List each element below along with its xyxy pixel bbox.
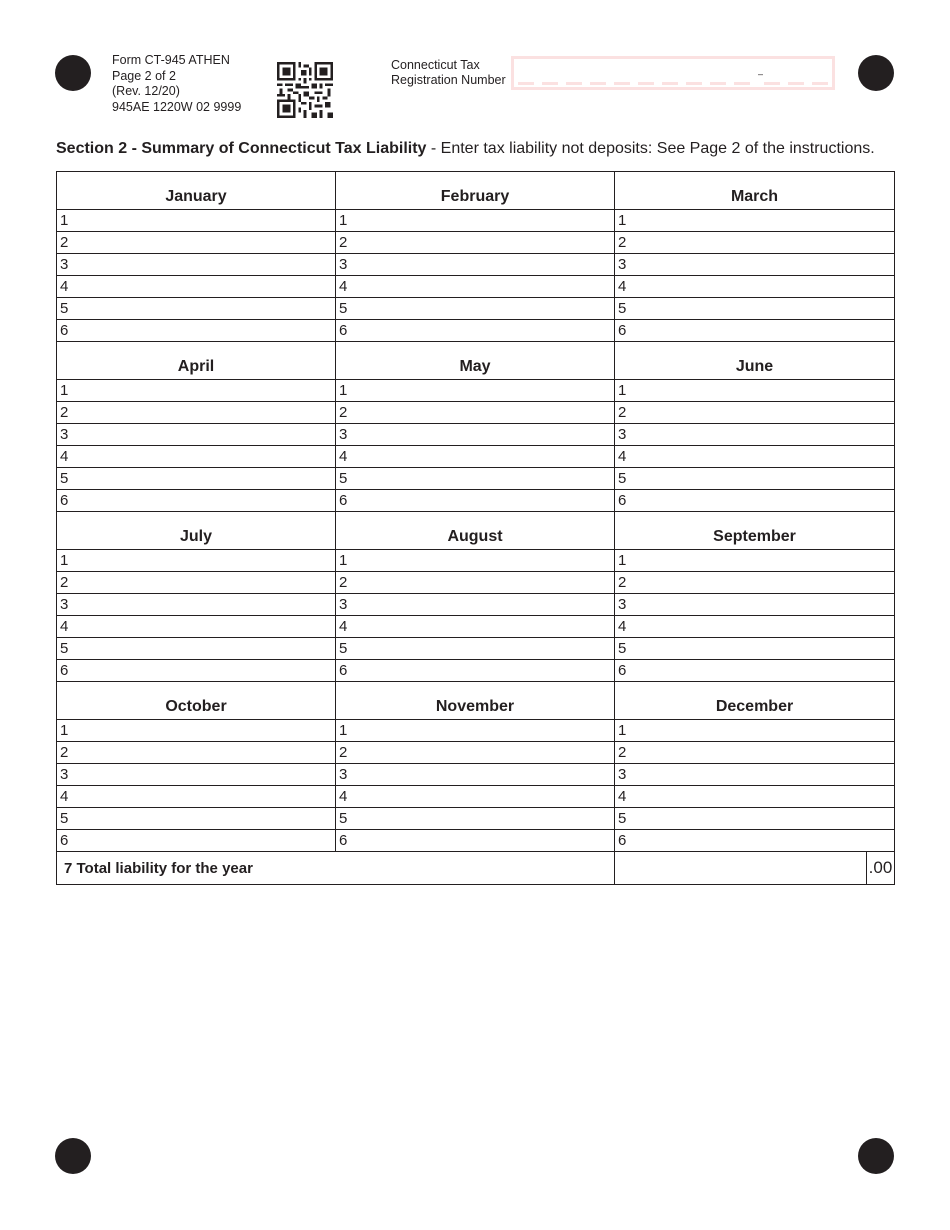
qr-code-icon bbox=[277, 62, 333, 118]
liability-line-row bbox=[57, 446, 895, 468]
liability-entry-field[interactable] bbox=[57, 786, 336, 808]
line-number: 3 bbox=[618, 596, 627, 613]
liability-line-row bbox=[57, 720, 895, 742]
line-number: 4 bbox=[339, 618, 348, 635]
month-header: December bbox=[615, 682, 895, 720]
line-number: 2 bbox=[60, 744, 69, 761]
line-number: 2 bbox=[618, 574, 627, 591]
liability-entry-field[interactable] bbox=[57, 210, 336, 232]
liability-entry-field[interactable] bbox=[57, 638, 336, 660]
section-instruction: - Enter tax liability not deposits: See Page 2 of the instructions. bbox=[426, 140, 875, 157]
registration-mark-bottom-left bbox=[55, 1138, 91, 1174]
registration-number-label: Connecticut Tax Registration Number bbox=[391, 58, 506, 87]
liability-entry-field[interactable] bbox=[57, 742, 336, 764]
liability-entry-field[interactable] bbox=[615, 490, 895, 512]
liability-line-row bbox=[57, 786, 895, 808]
month-header: November bbox=[336, 682, 615, 720]
liability-entry-field[interactable] bbox=[615, 786, 895, 808]
line-number: 4 bbox=[339, 788, 348, 805]
revision-date: (Rev. 12/20) bbox=[112, 84, 180, 98]
line-number: 1 bbox=[60, 382, 69, 399]
line-number: 5 bbox=[618, 300, 627, 317]
line-number: 6 bbox=[618, 832, 627, 849]
month-header: July bbox=[57, 512, 336, 550]
line-number: 6 bbox=[618, 492, 627, 509]
liability-entry-field[interactable] bbox=[336, 742, 615, 764]
liability-line-row bbox=[57, 210, 895, 232]
section-heading bbox=[56, 140, 875, 158]
line-number: 2 bbox=[618, 404, 627, 421]
liability-entry-field[interactable] bbox=[336, 764, 615, 786]
liability-entry-field[interactable] bbox=[336, 616, 615, 638]
liability-line-row bbox=[57, 402, 895, 424]
registration-mark-top-right bbox=[858, 55, 894, 91]
liability-entry-field[interactable] bbox=[615, 320, 895, 342]
liability-entry-field[interactable] bbox=[615, 468, 895, 490]
line-number: 1 bbox=[618, 382, 627, 399]
liability-entry-field[interactable] bbox=[57, 424, 336, 446]
line-number: 1 bbox=[339, 552, 348, 569]
line-number: 5 bbox=[618, 810, 627, 827]
liability-entry-field[interactable] bbox=[615, 276, 895, 298]
liability-entry-field[interactable] bbox=[57, 660, 336, 682]
liability-entry-field[interactable] bbox=[57, 446, 336, 468]
line-number: 3 bbox=[60, 256, 69, 273]
liability-line-row bbox=[57, 468, 895, 490]
liability-entry-field[interactable] bbox=[57, 616, 336, 638]
liability-entry-field[interactable] bbox=[615, 830, 895, 852]
total-liability-input[interactable] bbox=[615, 852, 895, 885]
liability-entry-field[interactable] bbox=[615, 298, 895, 320]
line-number: 6 bbox=[339, 662, 348, 679]
registration-mark-bottom-right bbox=[858, 1138, 894, 1174]
line-number: 5 bbox=[339, 300, 348, 317]
liability-entry-field[interactable] bbox=[57, 402, 336, 424]
line-number: 3 bbox=[339, 256, 348, 273]
liability-entry-field[interactable] bbox=[336, 830, 615, 852]
liability-line-row bbox=[57, 660, 895, 682]
liability-entry-field[interactable] bbox=[615, 742, 895, 764]
registration-separator: – bbox=[758, 69, 764, 79]
month-header: May bbox=[336, 342, 615, 380]
liability-entry-field[interactable] bbox=[336, 720, 615, 742]
liability-entry-field[interactable] bbox=[336, 638, 615, 660]
liability-line-row bbox=[57, 742, 895, 764]
line-number: 5 bbox=[339, 810, 348, 827]
line-number: 3 bbox=[618, 256, 627, 273]
liability-line-row bbox=[57, 764, 895, 786]
liability-entry-field[interactable] bbox=[336, 808, 615, 830]
liability-line-row bbox=[57, 320, 895, 342]
total-liability-label: 7 Total liability for the year bbox=[57, 852, 615, 885]
liability-line-row bbox=[57, 232, 895, 254]
liability-line-row bbox=[57, 594, 895, 616]
liability-entry-field[interactable] bbox=[57, 380, 336, 402]
liability-entry-field[interactable] bbox=[57, 720, 336, 742]
liability-entry-field[interactable] bbox=[57, 468, 336, 490]
liability-entry-field[interactable] bbox=[615, 402, 895, 424]
liability-entry-field[interactable] bbox=[615, 720, 895, 742]
liability-line-row bbox=[57, 830, 895, 852]
liability-entry-field[interactable] bbox=[615, 210, 895, 232]
line-number: 4 bbox=[618, 788, 627, 805]
line-number: 6 bbox=[339, 832, 348, 849]
line-number: 6 bbox=[60, 492, 69, 509]
line-number: 2 bbox=[618, 234, 627, 251]
liability-line-row bbox=[57, 276, 895, 298]
month-header-row bbox=[57, 512, 895, 550]
liability-entry-field[interactable] bbox=[57, 830, 336, 852]
line-number: 4 bbox=[339, 448, 348, 465]
liability-entry-field[interactable] bbox=[336, 380, 615, 402]
liability-entry-field[interactable] bbox=[615, 594, 895, 616]
line-number: 1 bbox=[60, 212, 69, 229]
liability-entry-field[interactable] bbox=[57, 490, 336, 512]
line-number: 5 bbox=[60, 640, 69, 657]
line-number: 2 bbox=[339, 234, 348, 251]
line-number: 5 bbox=[60, 300, 69, 317]
section-title: Section 2 - Summary of Connecticut Tax Liability bbox=[56, 140, 427, 157]
line-number: 3 bbox=[339, 426, 348, 443]
month-header: January bbox=[57, 172, 336, 210]
liability-entry-field[interactable] bbox=[57, 550, 336, 572]
liability-entry-field[interactable] bbox=[57, 254, 336, 276]
liability-entry-field[interactable] bbox=[336, 402, 615, 424]
liability-entry-field[interactable] bbox=[336, 276, 615, 298]
liability-entry-field[interactable] bbox=[336, 468, 615, 490]
registration-comb-guides bbox=[518, 82, 828, 85]
line-number: 2 bbox=[60, 574, 69, 591]
line-number: 3 bbox=[618, 426, 627, 443]
month-header-row bbox=[57, 682, 895, 720]
liability-entry-field[interactable] bbox=[336, 446, 615, 468]
liability-entry-field[interactable] bbox=[57, 276, 336, 298]
line-number: 3 bbox=[339, 596, 348, 613]
line-number: 1 bbox=[618, 722, 627, 739]
liability-table bbox=[56, 171, 895, 885]
liability-entry-field[interactable] bbox=[336, 424, 615, 446]
liability-entry-field[interactable] bbox=[336, 254, 615, 276]
liability-line-row bbox=[57, 616, 895, 638]
line-number: 4 bbox=[60, 618, 69, 635]
liability-entry-field[interactable] bbox=[615, 616, 895, 638]
liability-entry-field[interactable] bbox=[615, 424, 895, 446]
line-number: 3 bbox=[60, 596, 69, 613]
line-number: 6 bbox=[618, 322, 627, 339]
form-name: Form CT-945 ATHEN bbox=[112, 53, 230, 67]
line-number: 3 bbox=[60, 766, 69, 783]
liability-entry-field[interactable] bbox=[615, 550, 895, 572]
line-number: 1 bbox=[618, 212, 627, 229]
registration-mark-top-left bbox=[55, 55, 91, 91]
liability-entry-field[interactable] bbox=[615, 380, 895, 402]
month-header: September bbox=[615, 512, 895, 550]
line-number: 1 bbox=[339, 382, 348, 399]
total-cents: .00 bbox=[866, 852, 894, 884]
line-number: 3 bbox=[618, 766, 627, 783]
line-number: 5 bbox=[339, 640, 348, 657]
line-number: 1 bbox=[339, 722, 348, 739]
line-number: 3 bbox=[339, 766, 348, 783]
liability-entry-field[interactable] bbox=[615, 660, 895, 682]
line-number: 1 bbox=[60, 552, 69, 569]
line-number: 6 bbox=[339, 492, 348, 509]
line-number: 5 bbox=[618, 640, 627, 657]
line-number: 3 bbox=[60, 426, 69, 443]
liability-entry-field[interactable] bbox=[57, 808, 336, 830]
month-header: October bbox=[57, 682, 336, 720]
line-number: 4 bbox=[618, 278, 627, 295]
line-number: 6 bbox=[618, 662, 627, 679]
line-number: 2 bbox=[339, 404, 348, 421]
line-number: 5 bbox=[60, 810, 69, 827]
liability-line-row bbox=[57, 490, 895, 512]
liability-entry-field[interactable] bbox=[336, 490, 615, 512]
line-number: 2 bbox=[618, 744, 627, 761]
liability-entry-field[interactable] bbox=[615, 446, 895, 468]
liability-entry-field[interactable] bbox=[57, 298, 336, 320]
liability-line-row bbox=[57, 572, 895, 594]
form-identification bbox=[112, 53, 241, 115]
liability-entry-field[interactable] bbox=[336, 210, 615, 232]
liability-entry-field[interactable] bbox=[336, 232, 615, 254]
line-number: 4 bbox=[60, 788, 69, 805]
month-header-row bbox=[57, 342, 895, 380]
liability-entry-field[interactable] bbox=[615, 764, 895, 786]
line-number: 1 bbox=[618, 552, 627, 569]
line-number: 6 bbox=[339, 322, 348, 339]
liability-entry-field[interactable] bbox=[615, 808, 895, 830]
month-header: February bbox=[336, 172, 615, 210]
total-liability-row bbox=[57, 852, 895, 885]
liability-entry-field[interactable] bbox=[615, 638, 895, 660]
liability-entry-field[interactable] bbox=[615, 232, 895, 254]
liability-line-row bbox=[57, 380, 895, 402]
month-header: August bbox=[336, 512, 615, 550]
page-number: Page 2 of 2 bbox=[112, 68, 176, 83]
month-header-row bbox=[57, 172, 895, 210]
liability-line-row bbox=[57, 638, 895, 660]
liability-entry-field[interactable] bbox=[57, 232, 336, 254]
liability-line-row bbox=[57, 298, 895, 320]
line-number: 1 bbox=[339, 212, 348, 229]
line-number: 4 bbox=[618, 618, 627, 635]
liability-entry-field[interactable] bbox=[336, 786, 615, 808]
line-number: 6 bbox=[60, 322, 69, 339]
line-number: 2 bbox=[339, 574, 348, 591]
liability-entry-field[interactable] bbox=[336, 660, 615, 682]
line-number: 5 bbox=[60, 470, 69, 487]
liability-entry-field[interactable] bbox=[336, 298, 615, 320]
registration-number-field[interactable] bbox=[511, 56, 835, 90]
liability-entry-field[interactable] bbox=[336, 572, 615, 594]
month-header: March bbox=[615, 172, 895, 210]
line-number: 4 bbox=[618, 448, 627, 465]
line-number: 5 bbox=[339, 470, 348, 487]
liability-entry-field[interactable] bbox=[336, 320, 615, 342]
month-header: April bbox=[57, 342, 336, 380]
liability-entry-field[interactable] bbox=[615, 572, 895, 594]
line-number: 6 bbox=[60, 662, 69, 679]
liability-line-row bbox=[57, 254, 895, 276]
liability-line-row bbox=[57, 808, 895, 830]
liability-line-row bbox=[57, 424, 895, 446]
form-code: 945AE 1220W 02 9999 bbox=[112, 99, 242, 114]
liability-line-row bbox=[57, 550, 895, 572]
line-number: 2 bbox=[60, 234, 69, 251]
line-number: 5 bbox=[618, 470, 627, 487]
liability-entry-field[interactable] bbox=[336, 550, 615, 572]
line-number: 4 bbox=[339, 278, 348, 295]
line-number: 4 bbox=[60, 278, 69, 295]
line-number: 2 bbox=[339, 744, 348, 761]
line-number: 6 bbox=[60, 832, 69, 849]
liability-entry-field[interactable] bbox=[336, 594, 615, 616]
liability-entry-field[interactable] bbox=[57, 594, 336, 616]
line-number: 2 bbox=[60, 404, 69, 421]
liability-entry-field[interactable] bbox=[57, 572, 336, 594]
line-number: 1 bbox=[60, 722, 69, 739]
line-number: 4 bbox=[60, 448, 69, 465]
liability-entry-field[interactable] bbox=[57, 764, 336, 786]
liability-entry-field[interactable] bbox=[615, 254, 895, 276]
month-header: June bbox=[615, 342, 895, 380]
liability-entry-field[interactable] bbox=[57, 320, 336, 342]
